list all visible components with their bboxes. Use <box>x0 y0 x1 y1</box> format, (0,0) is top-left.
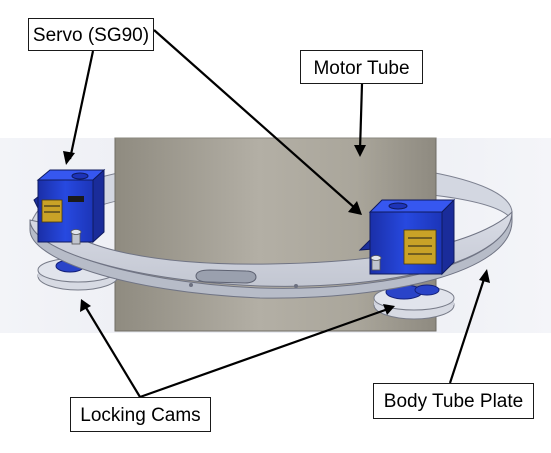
callout-locking-cams: Locking Cams <box>70 397 211 432</box>
plate-slot <box>196 270 256 283</box>
servo-left <box>34 170 104 244</box>
plate-hole <box>294 284 298 288</box>
plate-hole <box>189 283 193 287</box>
callout-motor-tube: Motor Tube <box>300 50 423 84</box>
callout-servo: Servo (SG90) <box>28 18 154 51</box>
callout-body-tube-plate: Body Tube Plate <box>373 383 534 419</box>
servo-right <box>360 200 454 274</box>
